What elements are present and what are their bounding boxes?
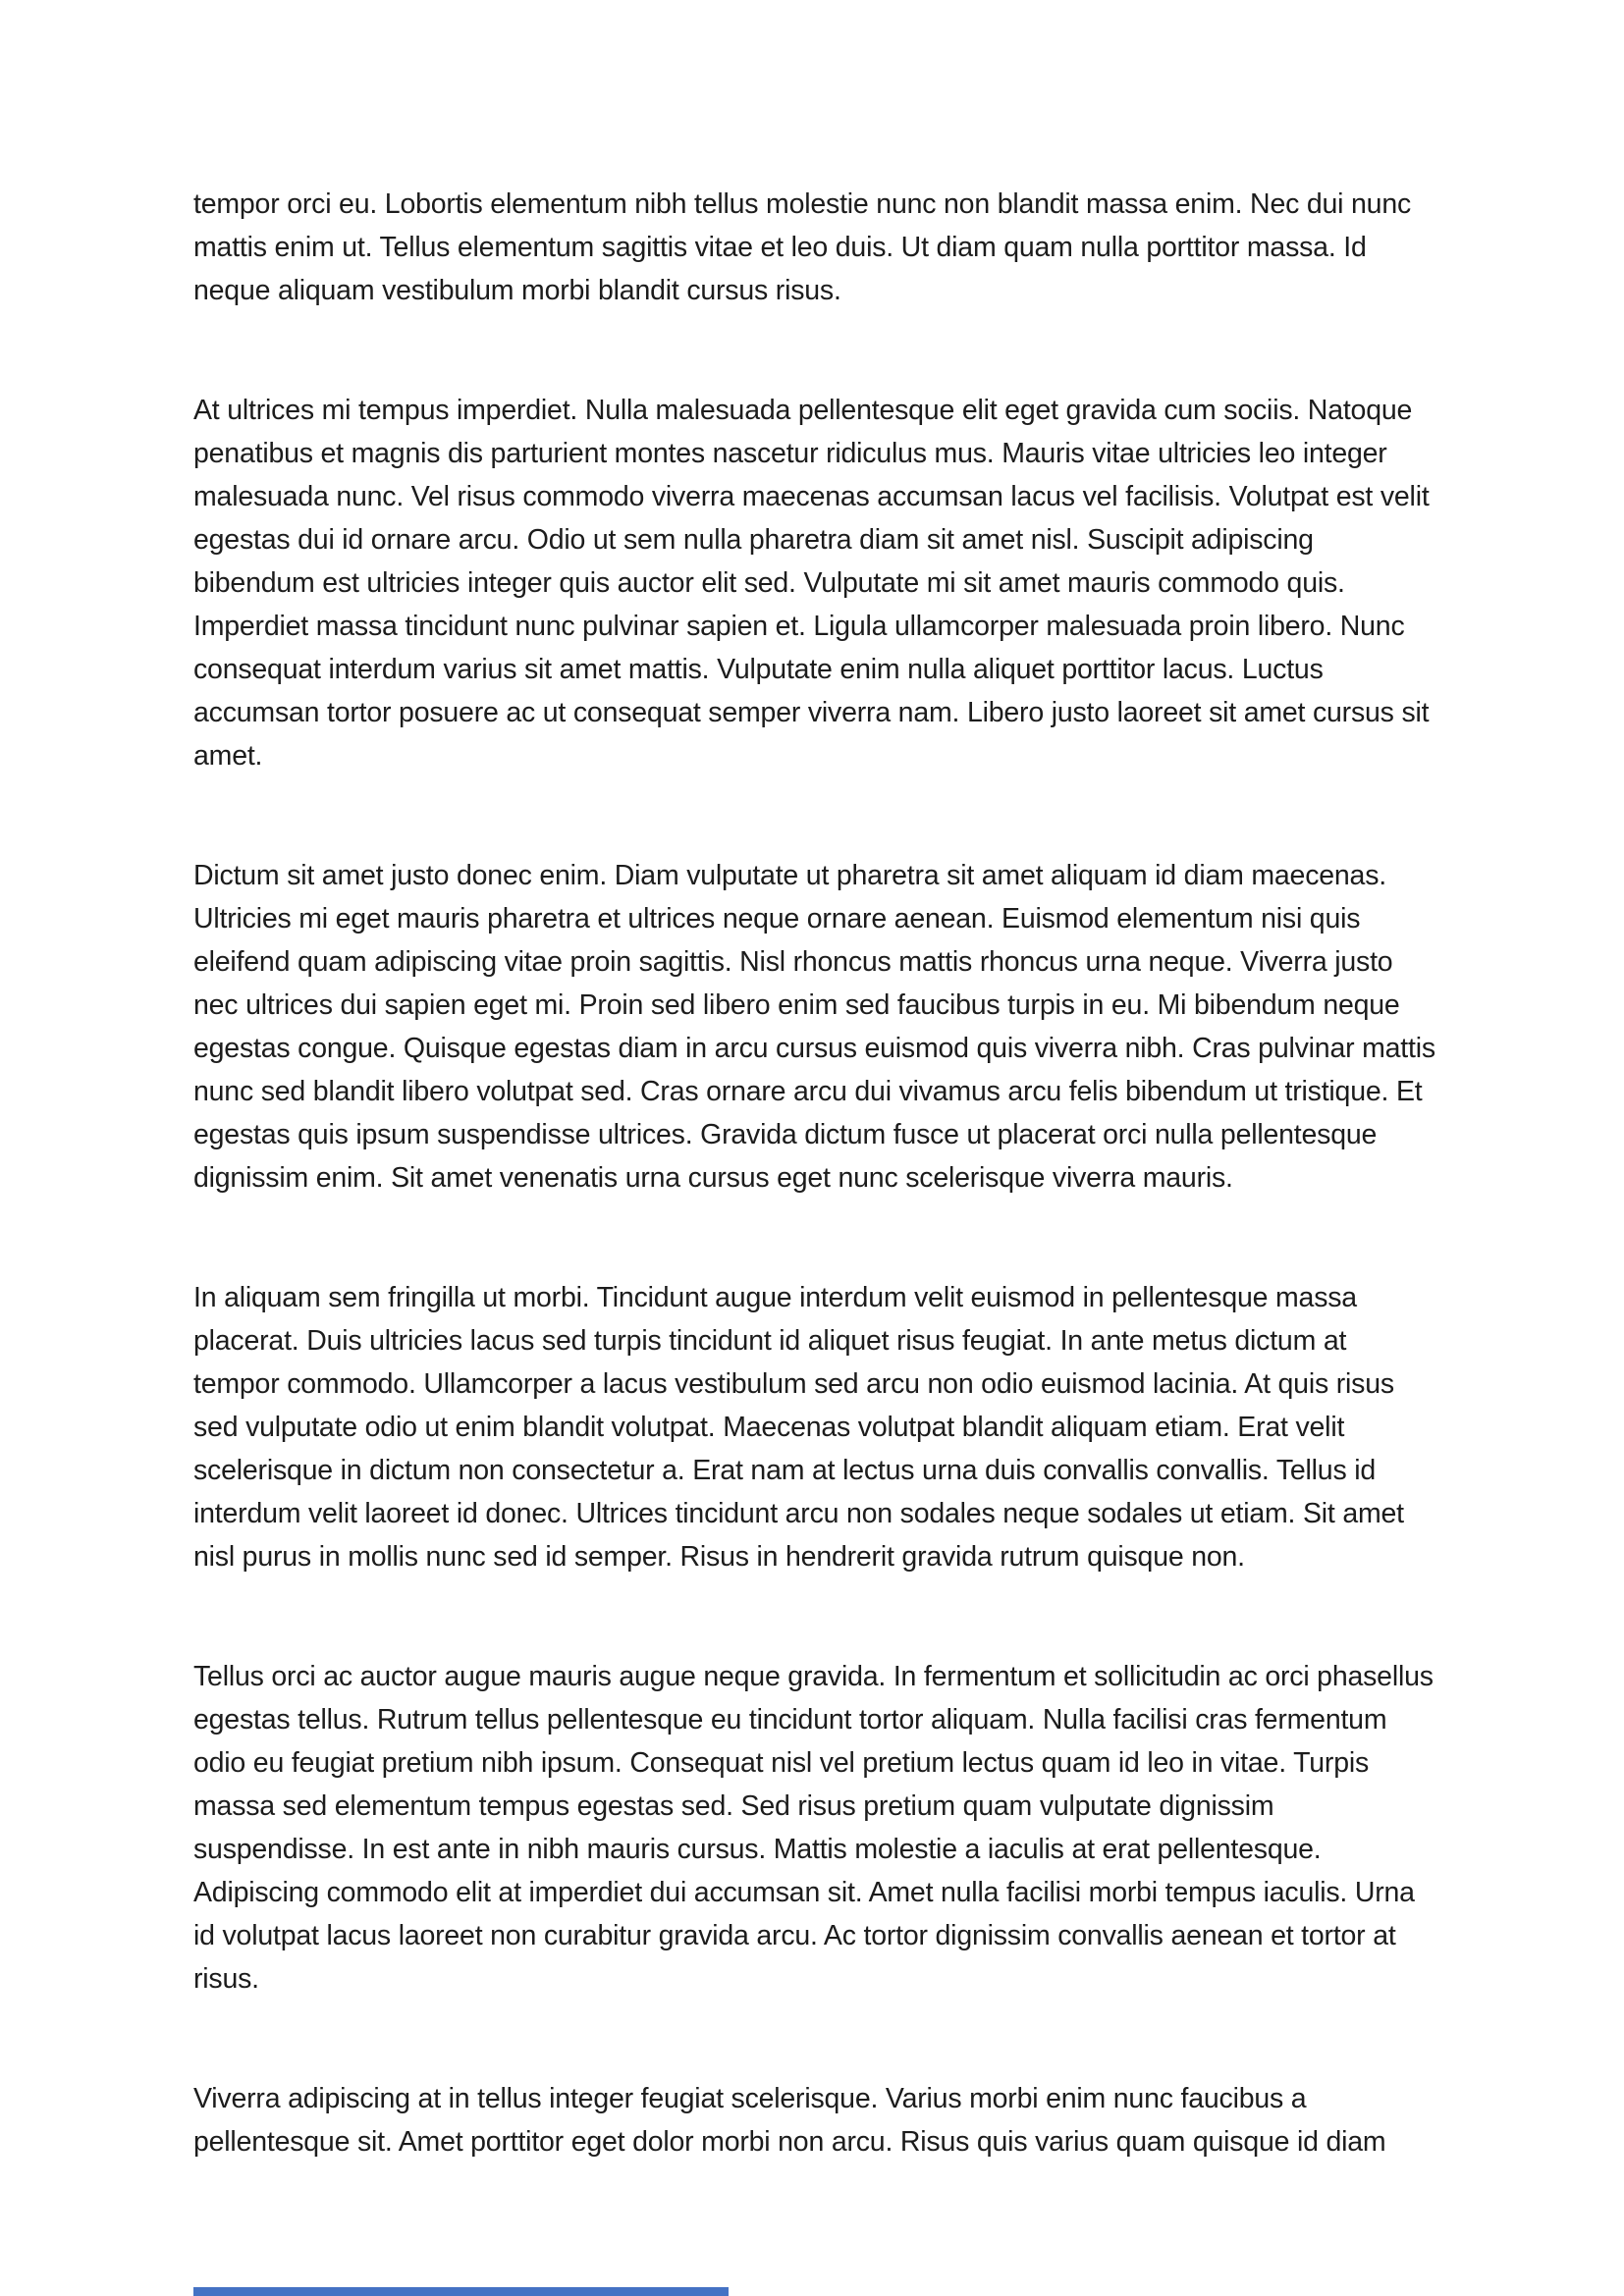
partial-blue-bar (193, 2287, 729, 2296)
paragraph: At ultrices mi tempus imperdiet. Nulla malesuada pellentesque elit eget gravida cum sociis. Natoque penatibus et magnis dis parturient montes nascetur ridiculus mus. Mauris vitae ultricies leo integer malesuada nunc. Vel risus commodo viverra maecenas accumsan lacus vel facilisis. Volutpat est velit egestas dui id ornare arcu. Odio ut sem nulla pharetra diam sit amet nisl. Suscipit adipiscing bibendum est ultricies integer quis auctor elit sed. Vulputate mi sit amet mauris commodo quis. Imperdiet massa tincidunt nunc pulvinar sapien et. Ligula ullamcorper malesuada proin libero. Nunc consequat interdum varius sit amet mattis. Vulputate enim nulla aliquet porttitor lacus. Luctus accumsan tortor posuere ac ut consequat semper viverra nam. Libero justo laoreet sit amet cursus sit amet. (193, 395, 1430, 772)
paragraph: tempor orci eu. Lobortis elementum nibh tellus molestie nunc non blandit massa enim. Nec dui nunc mattis enim ut. Tellus elementum sagittis vitae et leo duis. Ut diam quam nulla porttitor massa. Id neque aliquam vestibulum morbi blandit cursus risus. (193, 188, 1412, 306)
document-body-text (193, 183, 1438, 2240)
paragraph: Tellus orci ac auctor augue mauris augue neque gravida. In fermentum et sollicitudin ac orci phasellus egestas tellus. Rutrum tellus pellentesque eu tincidunt tortor aliquam. Nulla facilisi cras fermentum odio eu feugiat pretium nibh ipsum. Consequat nisl vel pretium lectus quam id leo in vitae. Turpis massa sed elementum tempus egestas sed. Sed risus pretium quam vulputate dignissim suspendisse. In est ante in nibh mauris cursus. Mattis molestie a iaculis at erat pellentesque. Adipiscing commodo elit at imperdiet dui accumsan sit. Amet nulla facilisi morbi tempus iaculis. Urna id volutpat lacus laoreet non curabitur gravida arcu. Ac tortor dignissim convallis aenean et tortor at risus. (193, 1661, 1434, 1995)
paragraph: In aliquam sem fringilla ut morbi. Tincidunt augue interdum velit euismod in pellentesque massa placerat. Duis ultricies lacus sed turpis tincidunt id aliquet risus feugiat. In ante metus dictum at tempor commodo. Ullamcorper a lacus vestibulum sed arcu non odio euismod lacinia. At quis risus sed vulputate odio ut enim blandit volutpat. Maecenas volutpat blandit aliquam etiam. Erat velit scelerisque in dictum non consectetur a. Erat nam at lectus urna duis convallis convallis. Tellus id interdum velit laoreet id donec. Ultrices tincidunt arcu non sodales neque sodales ut etiam. Sit amet nisl purus in mollis nunc sed id semper. Risus in hendrerit gravida rutrum quisque non. (193, 1282, 1404, 1573)
paragraph: Viverra adipiscing at in tellus integer feugiat scelerisque. Varius morbi enim nunc faucibus a pellentesque sit. Amet porttitor eget dolor morbi non arcu. Risus quis varius quam quisque id diam (193, 2083, 1386, 2158)
paragraph: Dictum sit amet justo donec enim. Diam vulputate ut pharetra sit amet aliquam id diam maecenas. Ultricies mi eget mauris pharetra et ultrices neque ornare aenean. Euismod elementum nisi quis eleifend quam adipiscing vitae proin sagittis. Nisl rhoncus mattis rhoncus urna neque. Viverra justo nec ultrices dui sapien eget mi. Proin sed libero enim sed faucibus turpis in eu. Mi bibendum neque egestas congue. Quisque egestas diam in arcu cursus euismod quis viverra nibh. Cras pulvinar mattis nunc sed blandit libero volutpat sed. Cras ornare arcu dui vivamus arcu felis bibendum ut tristique. Et egestas quis ipsum suspendisse ultrices. Gravida dictum fusce ut placerat orci nulla pellentesque dignissim enim. Sit amet venenatis urna cursus eget nunc scelerisque viverra mauris. (193, 860, 1435, 1194)
